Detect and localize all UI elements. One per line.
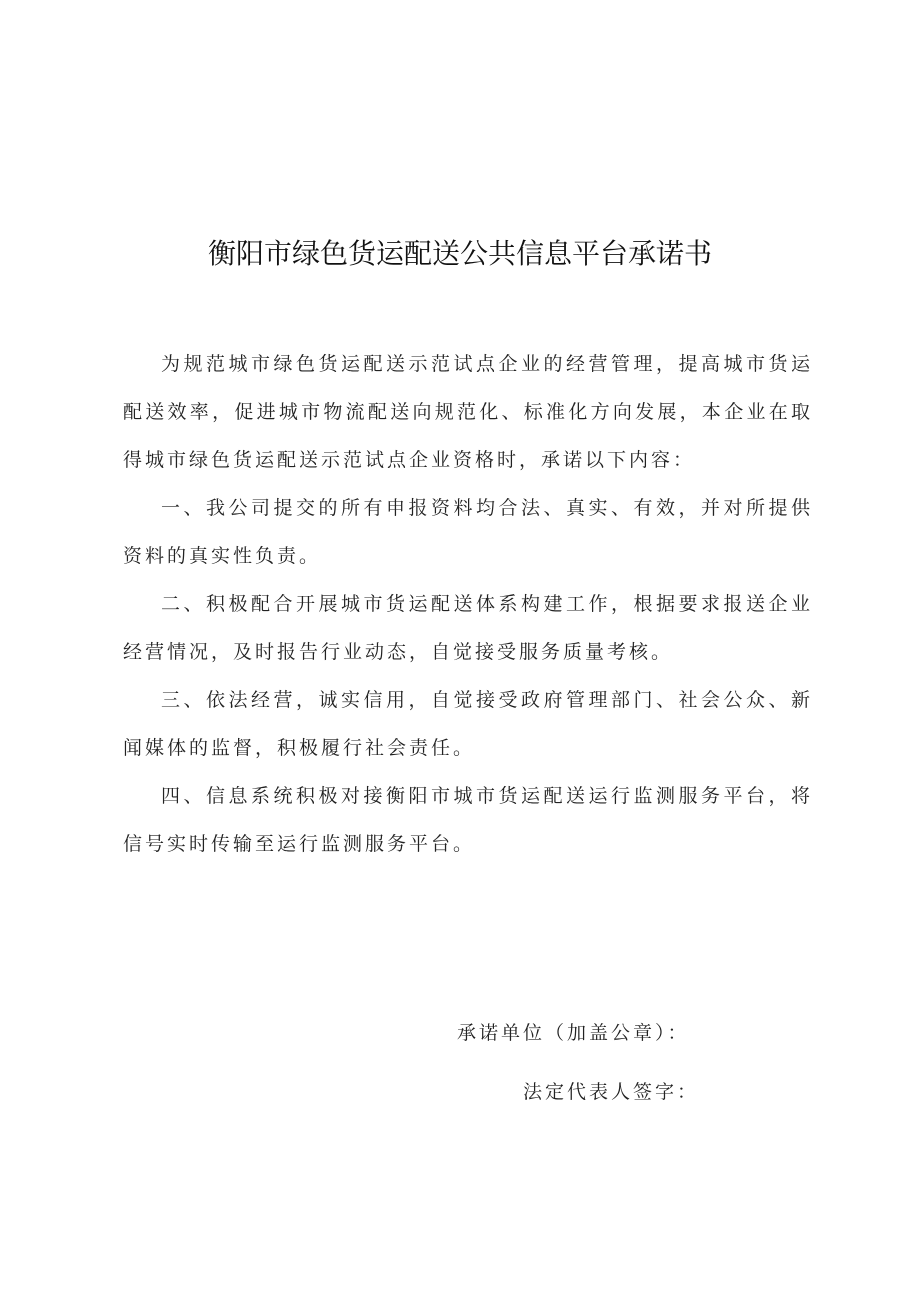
commitment-item-3: 三、依法经营，诚实信用，自觉接受政府管理部门、社会公众、新闻媒体的监督，积极履行社会责任。 xyxy=(123,689,813,759)
commitment-item-4: 四、信息系统积极对接衡阳市城市货运配送运行监测服务平台，将信号实时传输至运行监测服务平台。 xyxy=(123,785,813,855)
commitment-item-1: 一、我公司提交的所有申报资料均合法、真实、有效，并对所提供资料的真实性负责。 xyxy=(123,497,813,567)
signing-unit-label: 承诺单位（加盖公章）： xyxy=(457,1022,690,1044)
legal-representative-label: 法定代表人签字： xyxy=(523,1081,700,1103)
document-body xyxy=(123,340,813,868)
intro-paragraph: 为规范城市绿色货运配送示范试点企业的经营管理，提高城市货运配送效率，促进城市物流配送向规范化、标准化方向发展，本企业在取得城市绿色货运配送示范试点企业资格时，承诺以下内容： xyxy=(123,353,813,471)
commitment-item-2: 二、积极配合开展城市货运配送体系构建工作，根据要求报送企业经营情况，及时报告行业动态，自觉接受服务质量考核。 xyxy=(123,593,813,663)
document-title: 衡阳市绿色货运配送公共信息平台承诺书 xyxy=(207,237,712,270)
